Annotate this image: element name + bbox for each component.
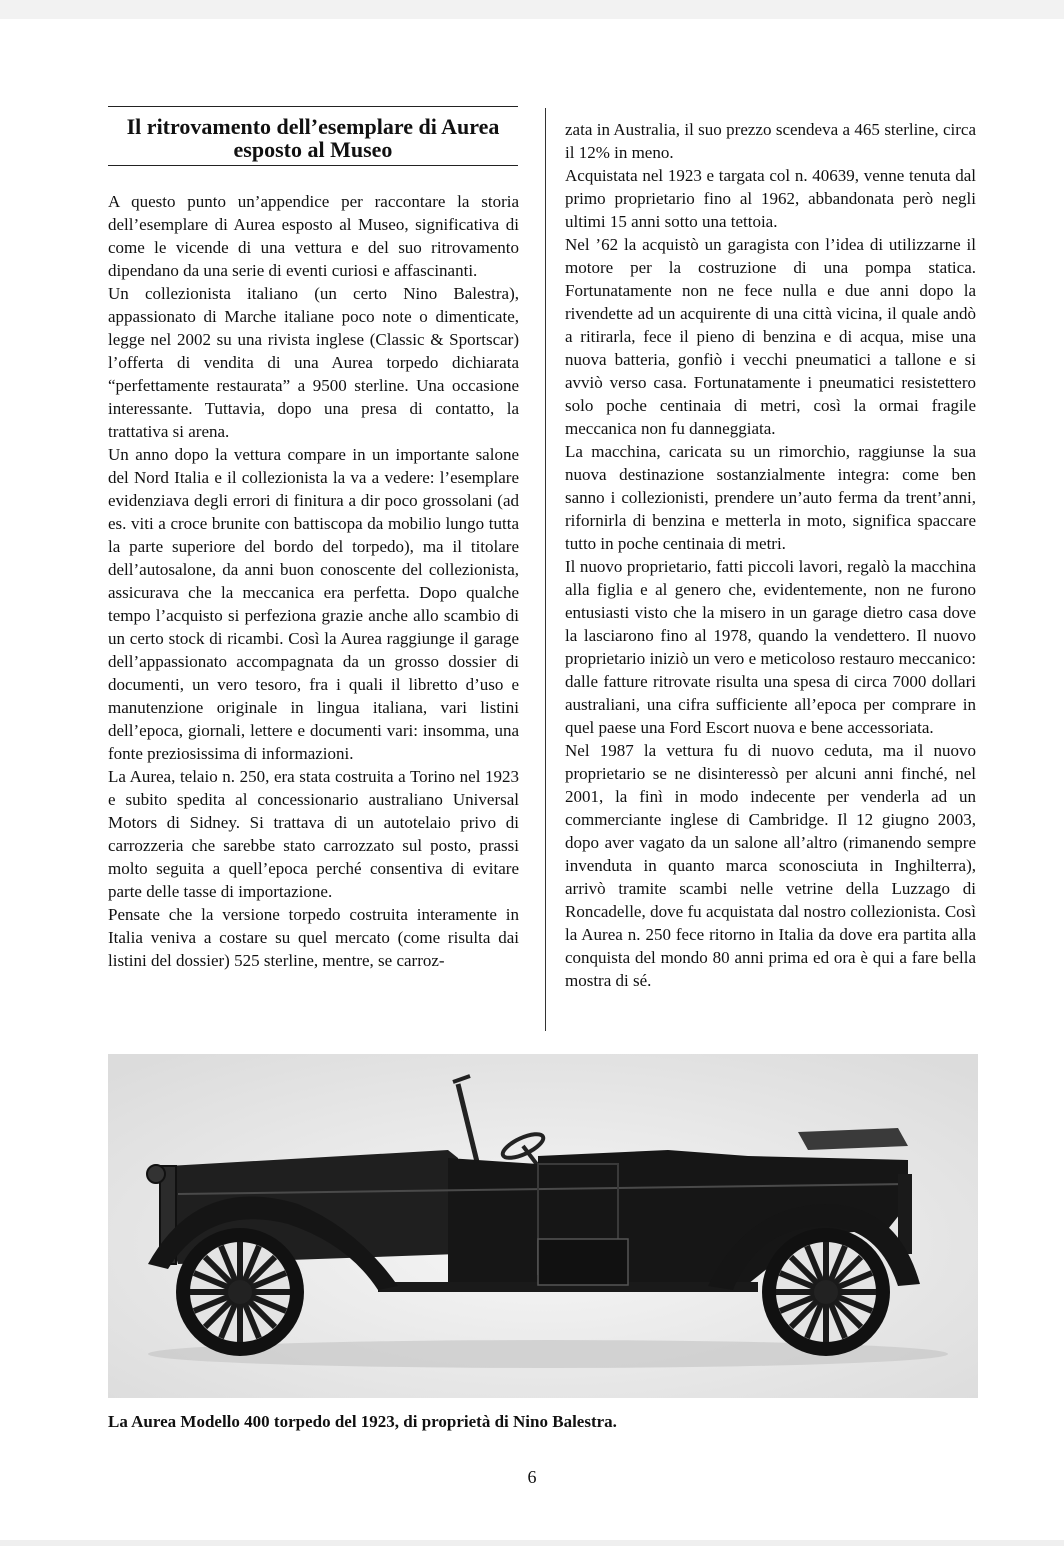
right-paragraph-1: zata in Australia, il suo prezzo scendeva a 465 sterline, circa il 12% in meno.	[565, 120, 976, 162]
right-column	[565, 118, 976, 992]
right-paragraph-2: Acquistata nel 1923 e targata col n. 40639, venne tenuta dal primo proprietario fino al 1962, abbandonata però negli ultimi 15 anni sotto una tettoia.	[565, 166, 976, 231]
left-paragraph-1: A questo punto un’appendice per raccontare la storia dell’esemplare di Aurea esposto al Museo, significativa di come le vicende di una vettura e del suo ritrovamento dipendano da una serie di eventi curiosi e affascinanti.	[108, 192, 519, 280]
viewer-top-bar	[0, 0, 1064, 19]
left-paragraph-4: La Aurea, telaio n. 250, era stata costruita a Torino nel 1923 e subito spedita al concessionario australiano Universal Motors di Sidney. Si trattava di un autotelaio privo di carrozzeria che sarebbe stato carrozzato sul posto, prassi molto seguita a quell’epoca perché consentiva di evitare parte delle tasse di importazione.	[108, 767, 519, 901]
car-photo	[108, 1054, 978, 1398]
left-column	[108, 190, 519, 972]
rear-wheel	[762, 1228, 890, 1356]
section-title	[108, 106, 518, 166]
left-paragraph-2: Un collezionista italiano (un certo Nino Balestra), appassionato di Marche italiane poco note o dimenticate, legge nel 2002 su una rivista inglese (Classic & Sportscar) l’offerta di vendita di una Aurea torpedo dichiarata “perfettamente restaurata” a 9500 sterline. Una occasione interessante. Tuttavia, dopo una presa di contatto, la trattativa si arena.	[108, 284, 519, 441]
column-divider	[545, 108, 546, 1031]
left-paragraph-5: Pensate che la versione torpedo costruita interamente in Italia veniva a costare su quel mercato (come risulta dai listini del dossier) 525 sterline, mentre, se carroz-	[108, 905, 519, 970]
right-paragraph-6: Nel 1987 la vettura fu di nuovo ceduta, ma il nuovo proprietario se ne disinteressò per alcuni anni finché, nel 2001, la finì in modo indecente per venderla ad un commerciante inglese di Cambridge. Il 12 giugno 2003, dopo aver vagato da un salone all’altro (rimanendo sempre invenduta in quanto marca sconosciuta in Inghilterra), arrivò tramite scambi nelle vetrine della Luzzago di Roncadelle, dove fu acquistata dal nostro collezionista. Così la Aurea n. 250 fece ritorno in Italia da dove era partita alla conquista del mondo 80 anni prima ed ora è qui a fare bella mostra di sé.	[565, 741, 976, 990]
section-title-line-1: Il ritrovamento dell’esemplare di Aurea	[126, 114, 500, 139]
right-paragraph-4: La macchina, caricata su un rimorchio, raggiunse la sua nuova destinazione sostanzialmente integra: come ben sanno i collezionisti, prendere un’auto ferma da trent’anni, rifornirla di benzina e metterla in moto, significa spaccare tutto in poche centinaia di metri.	[565, 442, 976, 553]
vintage-car-illustration	[108, 1054, 978, 1398]
viewer-bottom-bar	[0, 1540, 1064, 1546]
front-wheel	[176, 1228, 304, 1356]
left-paragraph-3: Un anno dopo la vettura compare in un importante salone del Nord Italia e il collezionista la va a vedere: l’esemplare evidenziava degli errori di finitura a dir poco grossolani (ad es. viti a croce brunite con battiscopa da mobilio lungo tutta la parte superiore del bordo del torpedo), ma il titolare dell’autosalone, da anni buon conoscente del collezionista, assicurava che la meccanica era perfetta. Dopo qualche tempo l’acquisto si perfeziona grazie anche allo scambio di un certo stock di ricambi. Così la Aurea raggiunge il garage dell’appassionato accompagnata da un grosso dossier di documenti, un vero tesoro, fra i quali il libretto d’uso e manutenzione originale in lingua italiana, vari listini dell’epoca, giornali, lettere e documenti vari: insomma, una fonte preziosissima di informazioni.	[108, 445, 519, 763]
right-paragraph-5: Il nuovo proprietario, fatti piccoli lavori, regalò la macchina alla figlia e al genero che, evidentemente, non ne furono entusiasti visto che la misero in un garage dietro casa dove la lasciarono fino al 1978, quando la vendettero. Il nuovo proprietario iniziò un vero e meticoloso restauro meccanico: dalle fatture ritrovate risulta una spesa di circa 7000 dollari australiani, una cifra sufficiente all’epoca per comprare in quel paese una Ford Escort nuova e bene accessoriata.	[565, 557, 976, 737]
page-number: 6	[527, 1467, 537, 1487]
section-title-line-2: esposto al Museo	[233, 137, 393, 162]
photo-caption: La Aurea Modello 400 torpedo del 1923, di proprietà di Nino Balestra.	[108, 1412, 617, 1431]
right-paragraph-3: Nel ’62 la acquistò un garagista con l’idea di utilizzarne il motore per la costruzione di una pompa statica. Fortunatamente non ne fece nulla e due anni dopo la rivendette ad un acquirente di una città vicina, il quale andò a ritirarla, fece il pieno di benzina e di acqua, mise una nuova batteria, gonfiò i vecchi pneumatici a tallone e si avviò verso casa. Fortunatamente i pneumatici resistettero solo poche centinaia di metri, così la ormai fragile meccanica non fu danneggiata.	[565, 235, 976, 438]
